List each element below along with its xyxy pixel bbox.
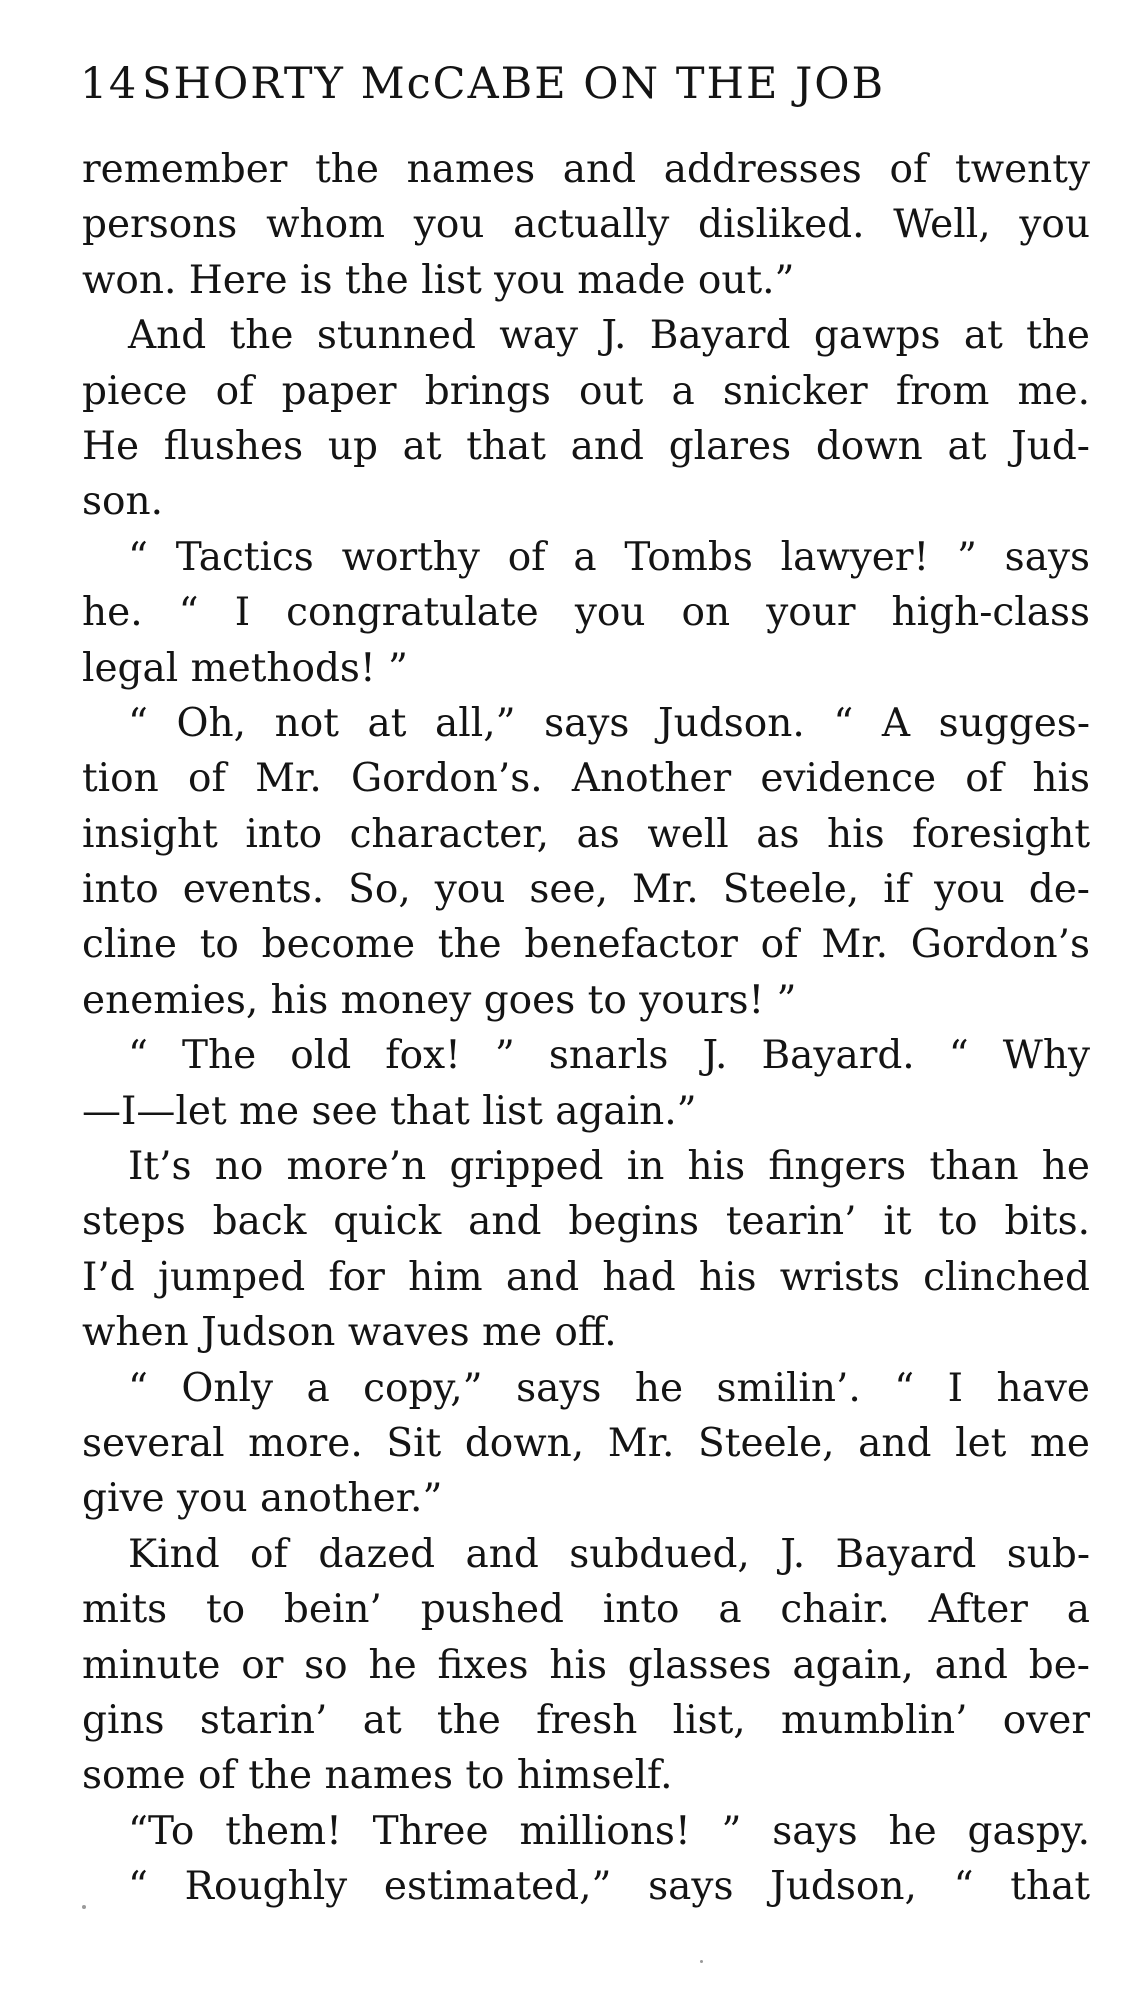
text-line: “ Oh, not at all,” says Judson. “ A sugges- [128,700,1090,746]
text-line: give you another.” [82,1476,443,1522]
text-line: into events. So, you see, Mr. Steele, if you de- [82,867,1090,913]
text-line: legal methods! ” [82,645,408,691]
text-line: several more. Sit down, Mr. Steele, and let me [82,1420,1090,1466]
text-line: he. “ I congratulate you on your high-class [82,590,1090,636]
text-line: It’s no more’n gripped in his fingers than he [128,1144,1090,1190]
text-line: He flushes up at that and glares down at Jud- [82,423,1090,469]
text-line: cline to become the benefactor of Mr. Gordon’s [82,922,1090,968]
text-line: some of the names to himself. [82,1753,673,1799]
text-line: won. Here is the list you made out.” [82,257,795,303]
text-line: mits to bein’ pushed into a chair. After a [82,1587,1090,1633]
text-line: tion of Mr. Gordon’s. Another evidence of his [82,756,1090,802]
text-line: “ Roughly estimated,” says Judson, “ that [128,1864,1090,1910]
text-line: I’d jumped for him and had his wrists clinched [82,1254,1090,1300]
text-line: son. [82,479,164,525]
text-line: enemies, his money goes to yours! ” [82,977,797,1023]
book-title: SHORTY McCABE ON THE JOB [142,59,886,109]
text-line: gins starin’ at the fresh list, mumblin’ over [82,1697,1090,1743]
text-line: persons whom you actually disliked. Well, you [82,202,1090,248]
print-speck [700,1960,703,1963]
text-line: “ The old fox! ” snarls J. Bayard. “ Why [128,1033,1090,1079]
text-line: And the stunned way J. Bayard gawps at the [128,313,1090,359]
text-line: piece of paper brings out a snicker from me. [82,368,1090,414]
text-line: —I—let me see that list again.” [82,1088,697,1134]
print-speck [82,1905,86,1909]
text-line: Kind of dazed and subdued, J. Bayard sub- [128,1531,1090,1577]
running-head [80,52,1090,116]
page-number: 14 [80,59,138,109]
text-line: insight into character, as well as his foresight [82,811,1090,857]
text-line: minute or so he fixes his glasses again, and be- [82,1642,1090,1688]
text-line: “To them! Three millions! ” says he gaspy. [128,1808,1090,1854]
text-line: “ Tactics worthy of a Tombs lawyer! ” says [128,534,1090,580]
text-line: steps back quick and begins tearin’ it to bits. [82,1199,1090,1245]
text-line: when Judson waves me off. [82,1310,617,1356]
text-line: “ Only a copy,” says he smilin’. “ I have [128,1365,1090,1411]
text-line: remember the names and addresses of twenty [82,147,1090,192]
body-text [82,142,1090,1915]
